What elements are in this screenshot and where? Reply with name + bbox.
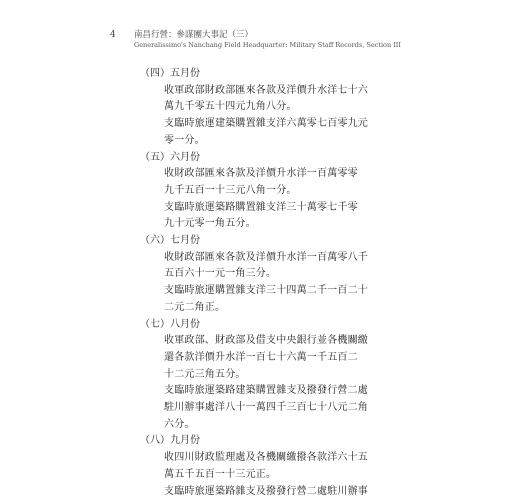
paragraph-line: 支臨時旅運築路購置雜支洋三十萬零七千零 bbox=[164, 201, 358, 213]
section-heading: （八）九月份 bbox=[140, 435, 200, 447]
ledger-paragraph bbox=[140, 250, 368, 283]
running-title-chinese: 南昌行營：參謀團大事記（三） bbox=[134, 30, 254, 40]
section-heading: （五）六月份 bbox=[140, 151, 200, 163]
paragraph-line: 收財政部匯來各款及洋價升水洋一百萬零八千 bbox=[164, 251, 368, 263]
paragraph-line: 收軍政部財政部匯來各款及洋價升水洋七十六 bbox=[164, 84, 368, 96]
running-title-english: Generalissimo's Nanchang Field Headquarter: Military Staff Records, Section III bbox=[134, 41, 401, 49]
paragraph-line: 十二元三角五分。 bbox=[164, 368, 246, 380]
section-heading: （六）七月份 bbox=[140, 235, 200, 247]
paragraph-line: 支臨時旅運築路雜支及撥發行營二處駐川辦事 bbox=[164, 485, 368, 497]
paragraph-line: 萬五千五百一十三元正。 bbox=[164, 468, 277, 480]
paragraph-line: 六分。 bbox=[164, 418, 195, 430]
paragraph-line: 二元二角正。 bbox=[164, 301, 226, 313]
paragraph-line: 還各款洋價升水洋一百七十六萬一千五百二 bbox=[164, 351, 358, 363]
section-heading: （七）八月份 bbox=[140, 318, 200, 330]
paragraph-line: 收四川財政監理處及各機關繳撥各款洋六十五 bbox=[164, 452, 368, 464]
section-heading: （四）五月份 bbox=[140, 68, 200, 79]
ledger-paragraph bbox=[140, 166, 358, 199]
paragraph-line: 支臨時旅運建築購置雜支洋六萬零七百零九元 bbox=[164, 118, 368, 130]
ledger-paragraph bbox=[140, 484, 368, 500]
page-number: 4 bbox=[110, 30, 116, 40]
ledger-paragraph bbox=[140, 83, 368, 116]
paragraph-line: 收軍政部、財政部及借支中央銀行並各機關繳 bbox=[164, 335, 368, 347]
paragraph-line: 零一分。 bbox=[164, 134, 205, 146]
ledger-paragraph bbox=[140, 116, 368, 149]
ledger-paragraph bbox=[140, 333, 368, 383]
paragraph-line: 九千五百一十三元八角一分。 bbox=[164, 184, 297, 196]
ledger-paragraph bbox=[140, 283, 368, 316]
paragraph-line: 駐川辦事處洋八十一萬四千三百七十八元二角 bbox=[164, 402, 368, 414]
paragraph-line: 收財政部匯來各款及洋價升水洋一百萬零零 bbox=[164, 168, 358, 180]
paragraph-line: 支臨時旅運築路建築購置雜支及撥發行營二處 bbox=[164, 385, 368, 397]
ledger-paragraph bbox=[140, 450, 368, 483]
document-body bbox=[140, 66, 368, 500]
paragraph-line: 九十元零一角五分。 bbox=[164, 218, 256, 230]
paragraph-line: 五百六十一元一角三分。 bbox=[164, 268, 277, 280]
paragraph-line: 支臨時旅運購置雜支洋三十四萬二千一百二十 bbox=[164, 285, 368, 297]
paragraph-line: 萬九千零五十四元九角八分。 bbox=[164, 101, 297, 113]
ledger-paragraph bbox=[140, 200, 358, 233]
ledger-paragraph bbox=[140, 383, 368, 433]
